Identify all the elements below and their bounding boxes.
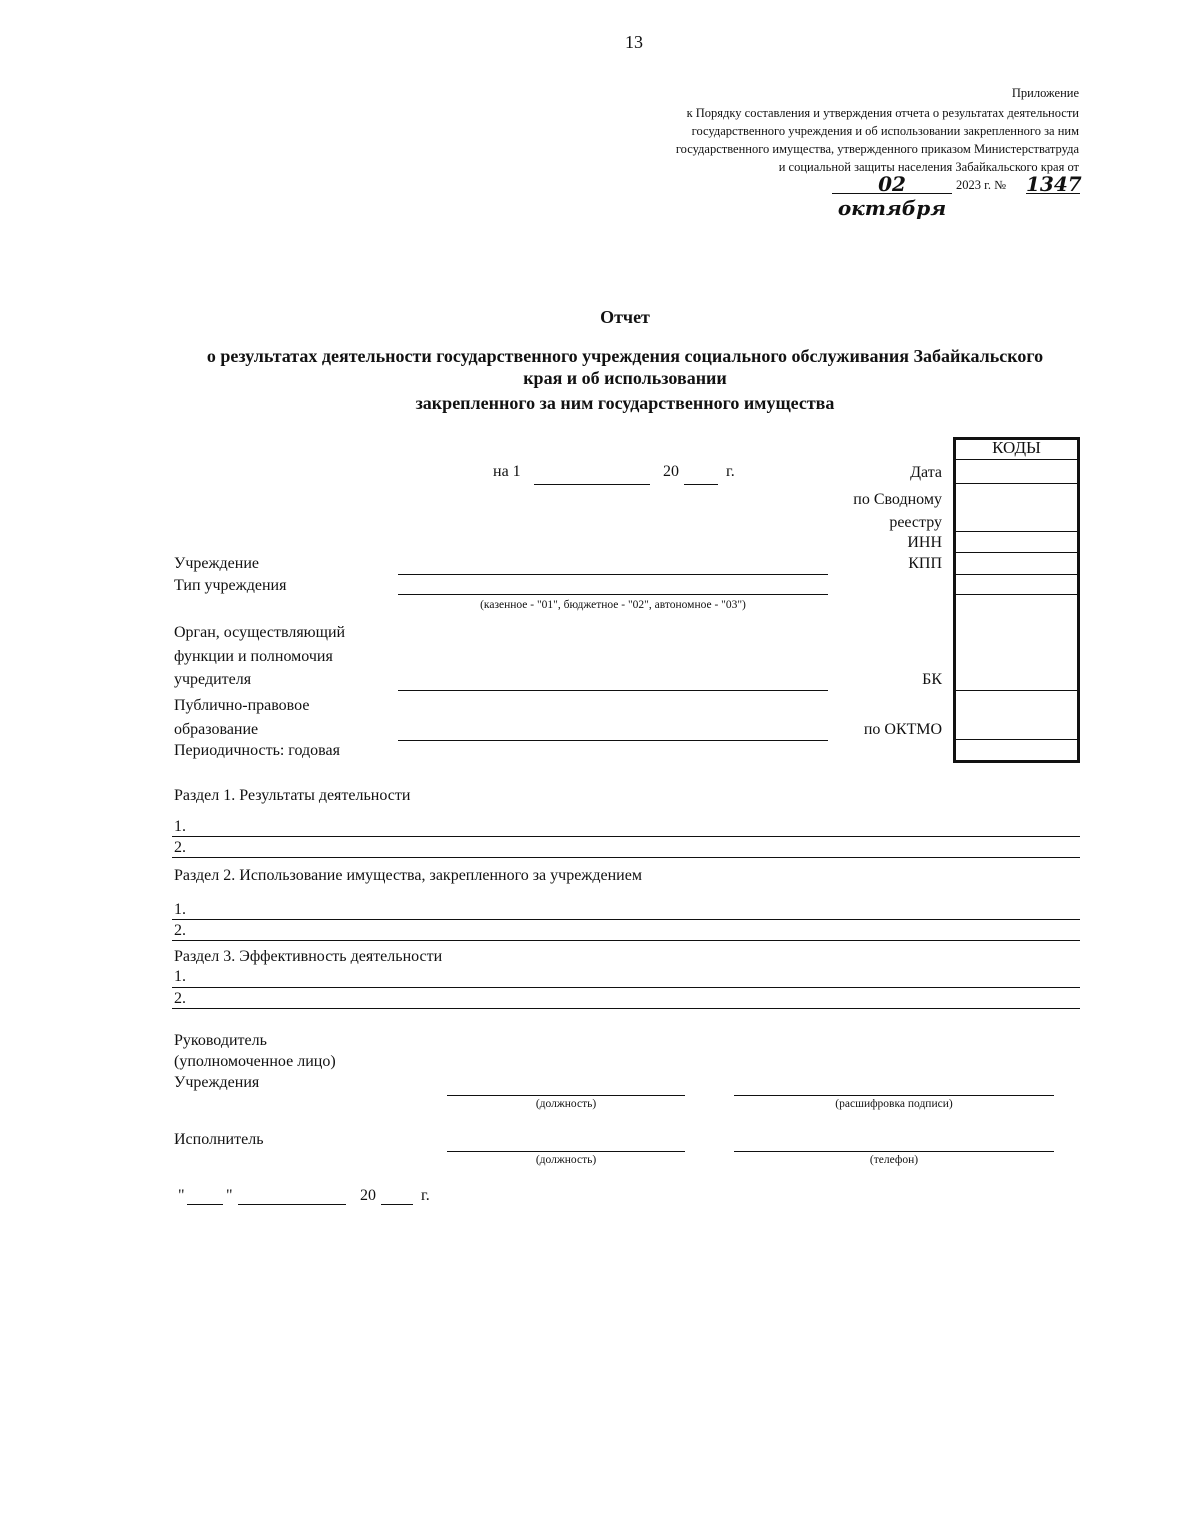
section-title: Раздел 2. Использование имущества, закрепленного за учреждением [174,867,642,884]
head-label: (уполномоченное лицо) [174,1053,336,1070]
executor-label: Исполнитель [174,1131,264,1148]
public-blank[interactable] [398,740,828,741]
field-founder: функции и полномочия [174,648,333,665]
field-founder: Орган, осуществляющий [174,624,346,641]
code-label-bk: БК [922,671,942,688]
section-item-line[interactable] [172,1008,1080,1009]
head-decode-blank[interactable] [734,1095,1054,1096]
code-cell-divider [956,531,1077,532]
date-quote: " [178,1187,185,1204]
appendix-line: и социальной защиты населения Забайкальского края от [778,160,1079,174]
code-cell-divider [956,459,1077,460]
year-prefix: 20 [663,463,679,480]
date-underline [832,193,952,194]
appendix-line: к Порядку составления и утверждения отчета о результатах деятельности [686,106,1079,120]
code-label-date: Дата [910,464,942,481]
field-institution: Учреждение [174,555,259,572]
month-blank[interactable] [238,1204,346,1205]
executor-position-blank[interactable] [447,1151,685,1152]
section-item-line[interactable] [172,857,1080,858]
section-item: 1. [174,968,186,985]
field-type: Тип учреждения [174,577,287,594]
number-underline [1026,193,1080,194]
decode-hint: (расшифровка подписи) [835,1098,953,1110]
code-cell-divider [956,739,1077,740]
codes-header: КОДЫ [992,438,1041,457]
appendix-label: Приложение [1011,86,1079,100]
date-suffix: г. [421,1187,430,1204]
position-hint: (должность) [535,1098,597,1110]
code-label-registry: по Сводному [853,491,942,508]
type-blank[interactable] [398,594,828,595]
year-blank[interactable] [381,1204,413,1205]
phone-hint: (телефон) [869,1154,919,1166]
section-item-line[interactable] [172,987,1080,988]
doc-subtitle: закрепленного за ним государственного имущества [415,393,835,413]
doc-subtitle: о результатах деятельности государственного учреждения социального обслуживания Забайкальского [206,346,1044,366]
section-item: 1. [174,818,186,835]
appendix-year: 2023 г. № [956,178,1007,192]
head-position-blank[interactable] [447,1095,685,1096]
code-label-oktmo: по ОКТМО [863,721,942,738]
field-public: образование [174,721,259,738]
doc-title: Отчет [600,307,650,327]
type-hint: (казенное - "01", бюджетное - "02", автономное - "03") [480,599,746,611]
field-public: Публично-правовое [174,697,310,714]
position-hint: (должность) [535,1154,597,1166]
code-label-inn: ИНН [907,534,942,551]
year-suffix: г. [726,463,735,480]
code-cell-divider [956,690,1077,691]
handwritten-number: 1347 [1026,172,1082,196]
handwritten-date: 02 октября [837,172,947,220]
code-cell-divider [956,483,1077,484]
section-item: 2. [174,990,186,1007]
date-quote: " [226,1187,233,1204]
section-item-line[interactable] [172,940,1080,941]
code-label-kpp: КПП [908,555,942,572]
head-label: Руководитель [174,1032,267,1049]
section-title: Раздел 1. Результаты деятельности [174,787,411,804]
field-founder: учредителя [174,671,252,688]
section-item-line[interactable] [172,919,1080,920]
section-title: Раздел 3. Эффективность деятельности [174,948,443,965]
doc-subtitle: края и об использовании [523,368,727,388]
day-blank[interactable] [187,1204,223,1205]
code-cell-divider [956,552,1077,553]
date-year: 20 [360,1187,376,1204]
codes-box [953,437,1080,763]
code-cell-divider [956,574,1077,575]
head-label: Учреждения [174,1074,260,1091]
section-item: 2. [174,839,186,856]
appendix-line: государственного имущества, утвержденного приказом Министерстватруда [675,142,1079,156]
section-item: 2. [174,922,186,939]
date-blank[interactable] [534,484,650,485]
code-label-registry: реестру [889,514,942,531]
executor-phone-blank[interactable] [734,1151,1054,1152]
date-prefix: на 1 [493,463,521,480]
year-blank[interactable] [684,484,718,485]
institution-blank[interactable] [398,574,828,575]
section-item-line[interactable] [172,836,1080,837]
appendix-line: государственного учреждения и об использовании закрепленного за ним [691,124,1079,138]
code-cell-divider [956,594,1077,595]
founder-blank[interactable] [398,690,828,691]
field-periodicity: Периодичность: годовая [174,742,340,759]
section-item: 1. [174,901,186,918]
page-number: 13 [625,32,643,52]
